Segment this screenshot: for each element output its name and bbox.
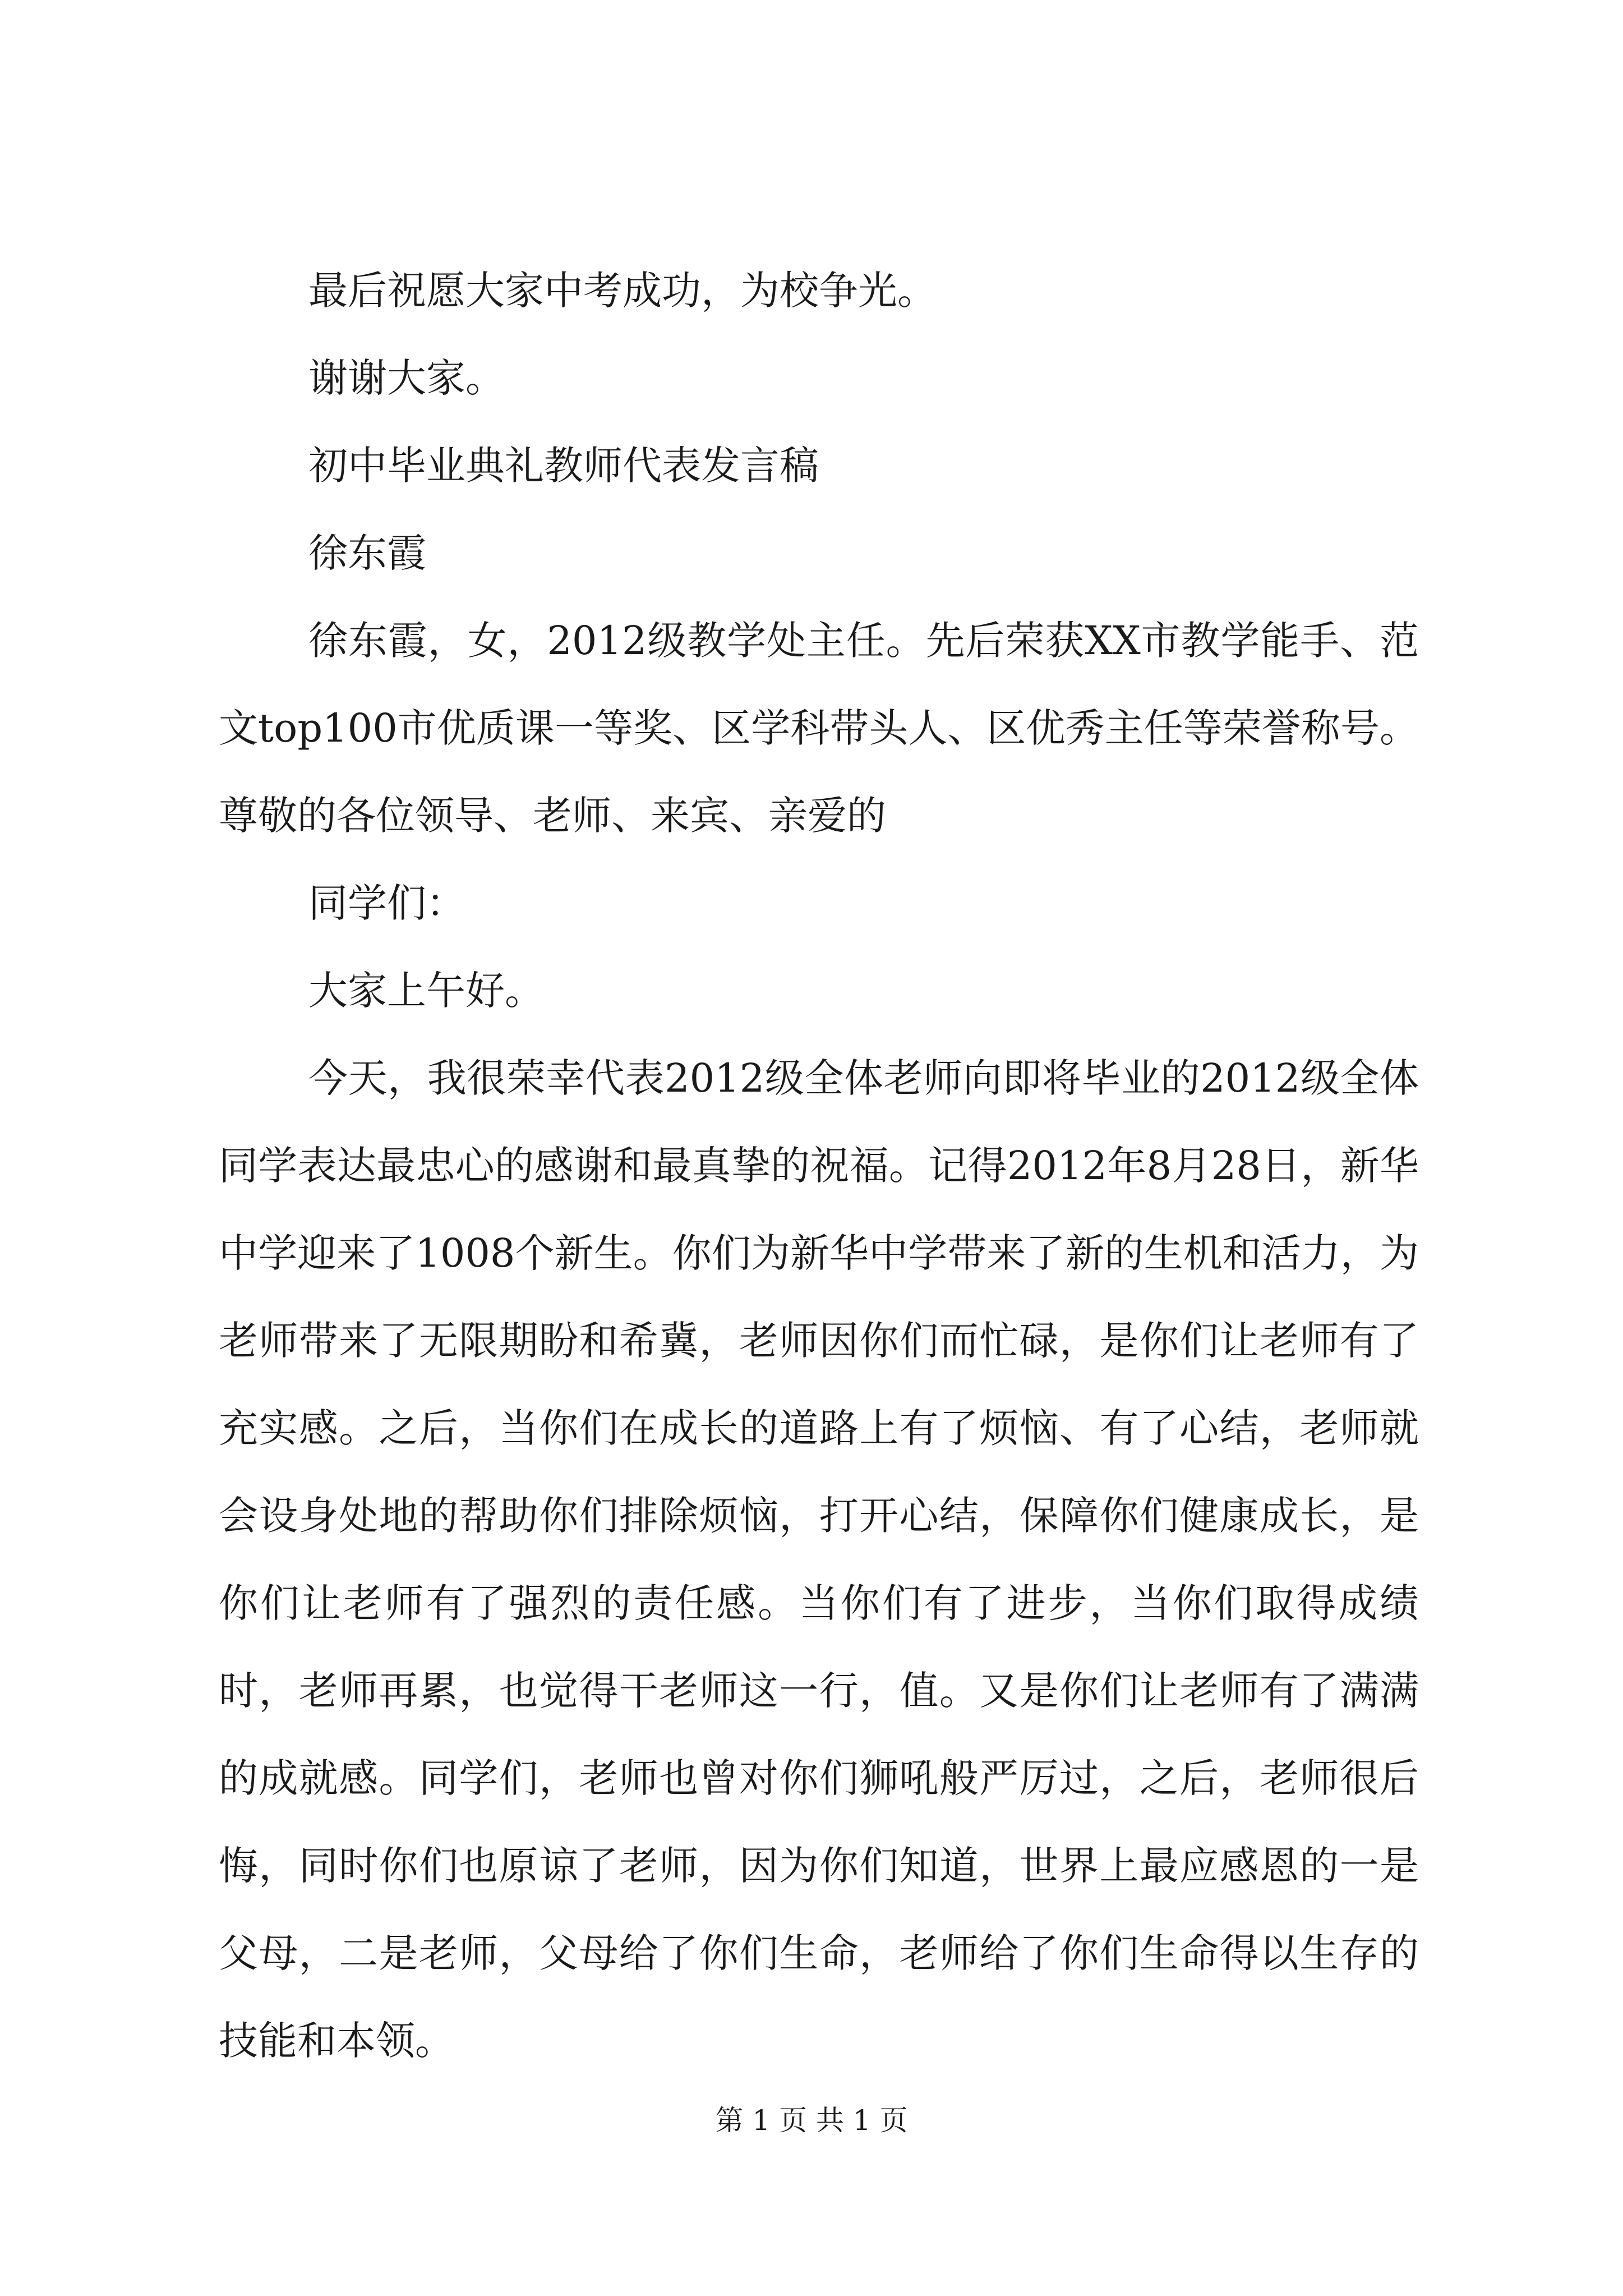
closing-wish-paragraph: 最后祝愿大家中考成功，为校争光。 <box>308 268 937 314</box>
speech-title: 初中毕业典礼教师代表发言稿 <box>308 443 819 489</box>
document-body <box>219 247 1419 2085</box>
speaker-bio-paragraph: 徐东霞，女，2012级教学处主任。先后荣获XX市教学能手、范文top100市优质课一等奖、区学科带头人、区优秀主任等荣誉称号。尊敬的各位领导、老师、来宾、亲爱的 <box>219 618 1419 839</box>
salutation-paragraph: 同学们： <box>308 880 465 926</box>
thanks-paragraph: 谢谢大家。 <box>308 355 505 401</box>
page-footer: 第 1 页 共 1 页 <box>715 2104 908 2137</box>
speech-body-paragraph: 今天，我很荣幸代表2012级全体老师向即将毕业的2012级全体同学表达最忠心的感谢和最真挚的祝福。记得2012年8月28日，新华中学迎来了1008个新生。你们为新华中学带来了新的生机和活力，为老师带来了无限期盼和希冀，老师因你们而忙碌，是你们让老师有了充实感。之后，当你们在成长的道路上有了烦恼、有了心结，老师就会设身处地的帮助你们排除烦恼，打开心结，保障你们健康成长，是你们让老师有了强烈的责任感。当你们有了进步，当你们取得成绩时，老师再累，也觉得干老师这一行，值。又是你们让老师有了满满的成就感。同学们，老师也曾对你们狮吼般严厉过，之后，老师很后悔，同时你们也原谅了老师，因为你们知道，世界上最应感恩的一是父母，二是老师，父母给了你们生命，老师给了你们生命得以生存的技能和本领。 <box>219 1055 1419 2064</box>
greeting-paragraph: 大家上午好。 <box>308 968 544 1014</box>
speaker-name: 徐东霞 <box>308 530 426 576</box>
